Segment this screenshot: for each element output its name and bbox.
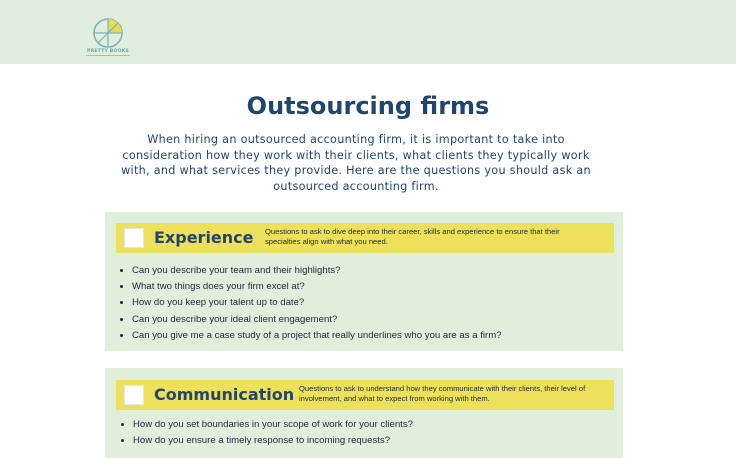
section-title: Communication bbox=[154, 385, 295, 404]
question-item: • Can you give me a case study of a project that really underlines who you are as a firm? bbox=[132, 328, 502, 344]
question-item: • Can you describe your ideal client engagement? bbox=[132, 312, 502, 328]
section-communication bbox=[105, 368, 623, 458]
question-list bbox=[133, 417, 413, 449]
section-experience bbox=[105, 212, 623, 351]
section-description: Questions to ask to dive deep into their career, skills and experience to ensure that their specialties align with what you need. bbox=[265, 227, 560, 246]
logo-wordmark: PRETTY BOOKS bbox=[87, 49, 129, 54]
question-item: • How do you set boundaries in your scope of work for your clients? bbox=[133, 417, 413, 433]
question-item: • How do you keep your talent up to date? bbox=[132, 295, 502, 311]
top-banner bbox=[0, 0, 736, 64]
question-item: • What two things does your firm excel at? bbox=[132, 279, 502, 295]
section-header bbox=[116, 380, 614, 410]
question-item: • Can you describe your team and their highlights? bbox=[132, 263, 502, 279]
logo-icon bbox=[92, 17, 124, 49]
section-description: Questions to ask to understand how they communicate with their clients, their level of involvement, and what to expect from working with them. bbox=[299, 384, 586, 403]
question-list bbox=[132, 263, 502, 344]
logo-underline bbox=[86, 55, 130, 56]
page-title: Outsourcing firms bbox=[246, 92, 490, 120]
section-checkbox[interactable] bbox=[124, 228, 144, 248]
brand-logo[interactable] bbox=[86, 17, 130, 59]
intro-paragraph: When hiring an outsourced accounting firm, it is important to take into consideration how they work with their clients, what clients they typically work with, and what services they provide. Here are the questions you should ask an outsourced accounting firm. bbox=[121, 133, 591, 193]
section-title: Experience bbox=[154, 228, 254, 247]
question-item: • How do you ensure a timely response to incoming requests? bbox=[133, 433, 413, 449]
section-header bbox=[116, 223, 614, 253]
section-checkbox[interactable] bbox=[124, 385, 144, 405]
